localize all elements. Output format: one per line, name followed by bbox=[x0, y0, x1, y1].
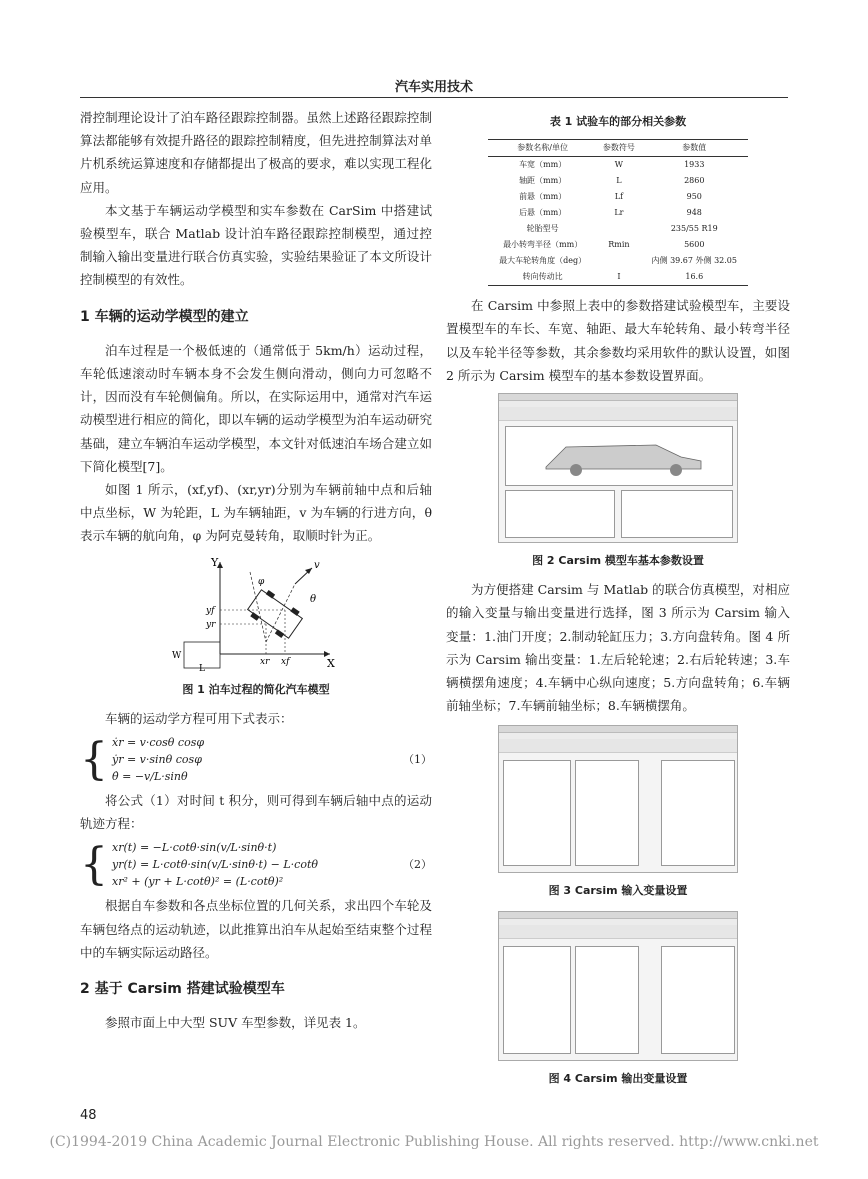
paragraph: 车辆的运动学方程可用下式表示： bbox=[105, 710, 293, 726]
table-cell: 后悬（mm） bbox=[519, 208, 567, 218]
equation-line: ẏr = v·sinθ cosφ bbox=[112, 753, 202, 767]
paragraph: 如图 1 所示，(xf,yf)、(xr,yr)分别为车辆前轴中点和后轴中点坐标，W 为轮距，L 为车辆轴距，v 为车辆的行进方向，θ 表示车辆的航向角，φ 为阿克曼转角，取顺时针为正。 bbox=[80, 482, 432, 544]
table-row bbox=[488, 237, 748, 253]
paragraph: 为方便搭建 Carsim 与 Matlab 的联合仿真模型，对相应的输入变量与输出变量进行选择，图 3 所示为 Carsim 输入变量：1.油门开度；2.制动轮缸压力；3.方向盘转角。图 4 所示为 Carsim 输出变量：1.左后轮轮速；2.右后轮转速；3.车辆横摆角速度；4.车辆中心纵向速度；5.方向盘转角；6.车辆前轴坐标；7.车辆前轴坐标；8.车辆横摆角。 bbox=[446, 582, 790, 714]
screenshot-toolbar bbox=[499, 925, 737, 939]
figure-2-caption: 图 2 Carsim 模型车基本参数设置 bbox=[532, 554, 704, 568]
screenshot-toolbar bbox=[499, 739, 737, 753]
table-cell: W bbox=[614, 160, 624, 170]
equation-brace: { bbox=[80, 838, 108, 890]
output-variables-list bbox=[661, 946, 735, 1054]
screenshot-titlebar bbox=[499, 912, 737, 919]
screenshot-toolbar bbox=[499, 407, 737, 421]
paragraph: 参照市面上中大型 SUV 车型参数，详见表 1。 bbox=[105, 1015, 366, 1031]
active-variables-list bbox=[661, 760, 735, 866]
equation-line: ẋr = v·cosθ cosφ bbox=[112, 736, 205, 750]
table-1-parameters bbox=[488, 139, 748, 286]
vehicle-diagram-pane bbox=[505, 426, 733, 486]
section-heading-2: 2 基于 Carsim 搭建试验模型车 bbox=[80, 981, 285, 998]
journal-header: 汽车实用技术 bbox=[394, 80, 473, 95]
table-cell: L bbox=[616, 176, 622, 186]
xf-label: xf bbox=[281, 656, 290, 667]
table-cell: 5600 bbox=[684, 240, 705, 250]
table-row bbox=[488, 205, 748, 221]
table-1-title: 表 1 试验车的部分相关参数 bbox=[549, 115, 687, 128]
right-column bbox=[446, 106, 790, 1096]
table-cell: 车宽（mm） bbox=[519, 160, 567, 170]
equation-brace: { bbox=[80, 733, 108, 785]
parameter-input-pane bbox=[505, 490, 615, 538]
equation-number: （2） bbox=[403, 858, 432, 872]
table-cell: 1933 bbox=[684, 160, 705, 170]
figure-2-carsim-screenshot bbox=[498, 393, 738, 543]
table-header: 参数名称/单位 bbox=[488, 140, 597, 157]
paragraph: 将公式（1）对时间 t 积分，则可得到车辆后轴中点的运动轨迹方程： bbox=[80, 793, 432, 832]
yr-label: yr bbox=[206, 619, 216, 630]
table-cell: 16.6 bbox=[641, 269, 748, 286]
table-row bbox=[488, 173, 748, 189]
table-row bbox=[488, 253, 748, 269]
equation-1 bbox=[80, 734, 432, 785]
table-row bbox=[488, 221, 748, 237]
yf-label: yf bbox=[206, 605, 215, 616]
vehicle-outline-icon bbox=[506, 427, 734, 487]
header-rule bbox=[80, 97, 788, 98]
screenshot-titlebar bbox=[499, 726, 737, 733]
copyright-notice: (C)1994-2019 China Academic Journal Electronic Publishing House. All rights reserved. http://www.cnki.net bbox=[49, 1134, 819, 1150]
table-cell bbox=[597, 221, 640, 237]
equation-line: θ̇ = −v/L·sinθ bbox=[112, 770, 188, 784]
figure-4-caption: 图 4 Carsim 输出变量设置 bbox=[548, 1071, 688, 1085]
theta-label: θ bbox=[310, 593, 317, 605]
vehicle-model-diagram bbox=[80, 554, 432, 672]
table-row bbox=[488, 269, 748, 286]
equation-number: （1） bbox=[403, 753, 432, 767]
table-cell: Lr bbox=[614, 208, 624, 218]
paragraph: 滑控制理论设计了泊车路径跟踪控制器。虽然上述路径跟踪控制算法都能够有效提升路径的跟踪控制精度，但先进控制算法对单片机系统运算速度和存储都提出了极高的要求，难以实现工程化应用。 bbox=[80, 110, 432, 195]
paragraph: 根据自车参数和各点坐标位置的几何关系，求出四个车轮及车辆包络点的运动轨迹，以此推算出泊车从起始至结束整个过程中的车辆实际运动路径。 bbox=[80, 898, 432, 960]
categories-list bbox=[503, 946, 571, 1054]
table-cell: I bbox=[597, 269, 640, 286]
table-cell: 235/55 R19 bbox=[670, 224, 718, 234]
y-axis-label: Y bbox=[211, 555, 219, 569]
left-column bbox=[80, 106, 432, 1034]
w-label: W bbox=[172, 650, 182, 661]
paragraph: 本文基于车辆运动学模型和实车参数在 CarSim 中搭建试验模型车，联合 Matlab 设计泊车路径跟踪控制模型，通过控制输入输出变量进行联合仿真实验，实验结果验证了本文所设计控制模型的有效性。 bbox=[80, 202, 432, 288]
table-cell: 950 bbox=[686, 192, 702, 202]
phi-label: φ bbox=[258, 576, 265, 587]
available-variables-list bbox=[575, 946, 639, 1054]
categories-list bbox=[503, 760, 571, 866]
table-cell: 最小转弯半径（mm） bbox=[503, 240, 583, 250]
table-row bbox=[488, 189, 748, 205]
figure-3-caption: 图 3 Carsim 输入变量设置 bbox=[548, 884, 688, 898]
x-axis-label: X bbox=[327, 656, 335, 670]
table-cell: 轮胎型号 bbox=[526, 224, 559, 234]
table-cell: 2860 bbox=[684, 176, 705, 186]
section-heading-1: 1 车辆的运动学模型的建立 bbox=[80, 308, 249, 325]
equation-line: xr² + (yr + L·cotθ)² = (L·cotθ)² bbox=[112, 875, 284, 889]
equation-2 bbox=[80, 839, 432, 890]
paragraph: 在 Carsim 中参照上表中的参数搭建试验模型车，主要设置模型车的车长、车宽、轴距、最大车轮转角、最小转弯半径以及车轮半径等参数，其余参数均采用软件的默认设置，如图 2 所示为 Carsim 模型车的基本参数设置界面。 bbox=[446, 298, 790, 383]
table-cell: 轴距（mm） bbox=[519, 176, 567, 186]
table-row bbox=[488, 157, 748, 174]
table-cell: 内侧 39.67 外侧 32.05 bbox=[651, 256, 737, 266]
figure-3-input-variables-screenshot bbox=[498, 725, 738, 873]
screenshot-titlebar bbox=[499, 394, 737, 401]
figure-1-vehicle-model bbox=[80, 554, 432, 672]
table-cell: 948 bbox=[686, 208, 702, 218]
table-cell: Lf bbox=[614, 192, 624, 202]
parameter-input-pane bbox=[621, 490, 733, 538]
equation-line: yr(t) = L·cotθ·sin(v/L·sinθ·t) − L·cotθ bbox=[112, 858, 318, 872]
v-label: v bbox=[314, 559, 320, 571]
paragraph: 泊车过程是一个极低速的（通常低于 5km/h）运动过程，车轮低速滚动时车辆本身不会发生侧向滑动，侧向力可忽略不计，因而没有车轮侧偏角。所以，在实际运用中，通常对汽车运动模型进行相应的简化，即以车辆的运动学模型为泊车运动研究基础，建立车辆泊车运动学模型，本文针对低速泊车场合建立如下简化模型[7]。 bbox=[80, 342, 432, 474]
equation-line: xr(t) = −L·cotθ·sin(v/L·sinθ·t) bbox=[112, 841, 277, 855]
xr-label: xr bbox=[260, 656, 270, 667]
table-header: 参数值 bbox=[641, 140, 748, 157]
table-cell: 最大车轮转角度（deg） bbox=[499, 256, 587, 266]
available-variables-list bbox=[575, 760, 639, 866]
table-cell bbox=[597, 253, 640, 269]
l-label: L bbox=[199, 663, 205, 672]
figure-1-caption: 图 1 泊车过程的简化汽车模型 bbox=[182, 682, 330, 696]
figure-4-output-variables-screenshot bbox=[498, 911, 738, 1061]
table-cell: 转向传动比 bbox=[488, 269, 597, 286]
table-cell: Rmin bbox=[608, 240, 630, 250]
table-cell: 前悬（mm） bbox=[519, 192, 567, 202]
page-number: 48 bbox=[80, 1108, 97, 1123]
table-header: 参数符号 bbox=[597, 140, 640, 157]
